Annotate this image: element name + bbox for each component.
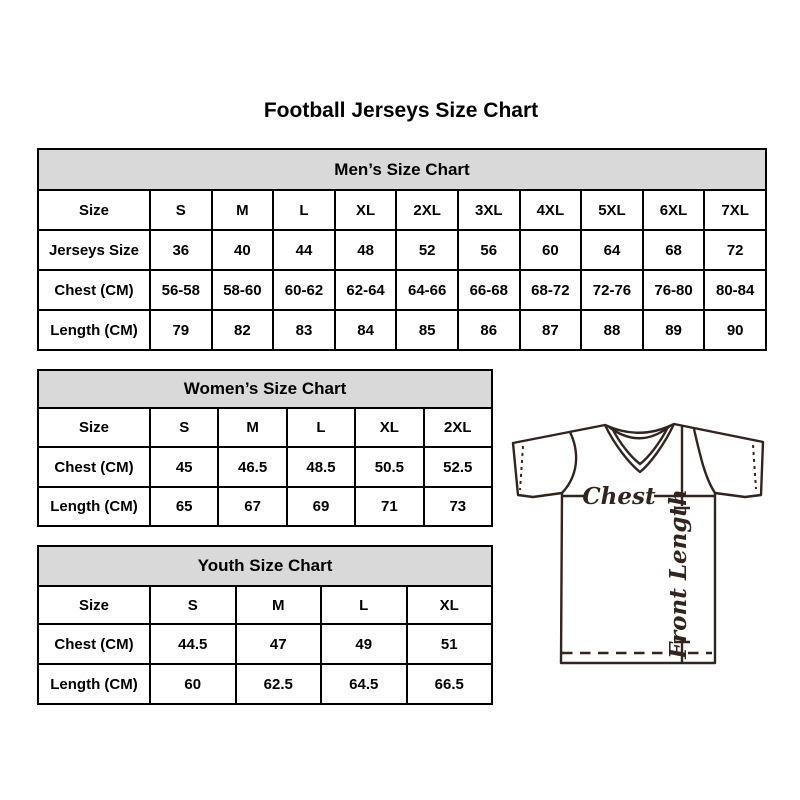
column-header: Size: [38, 408, 150, 447]
jersey-measurement-diagram: [502, 400, 780, 690]
data-cell: 68-72: [520, 270, 582, 310]
data-cell: 71: [355, 487, 423, 526]
column-header: XL: [355, 408, 423, 447]
youth-size-chart-title: Youth Size Chart: [38, 546, 492, 586]
column-header: M: [236, 586, 322, 624]
data-cell: 80-84: [704, 270, 766, 310]
row-label: Chest (CM): [38, 447, 150, 487]
data-cell: 90: [704, 310, 766, 350]
column-header: L: [273, 190, 335, 230]
data-cell: 88: [581, 310, 643, 350]
data-cell: 64-66: [396, 270, 458, 310]
column-header: S: [150, 408, 218, 447]
data-cell: 46.5: [218, 447, 286, 487]
row-label: Length (CM): [38, 487, 150, 526]
data-cell: 50.5: [355, 447, 423, 487]
data-cell: 58-60: [212, 270, 274, 310]
data-cell: 49: [321, 624, 407, 664]
data-cell: 72: [704, 230, 766, 270]
data-cell: 76-80: [643, 270, 705, 310]
data-cell: 48: [335, 230, 397, 270]
column-header: XL: [335, 190, 397, 230]
column-header: 4XL: [520, 190, 582, 230]
column-header: M: [212, 190, 274, 230]
data-cell: 87: [520, 310, 582, 350]
data-cell: 62-64: [335, 270, 397, 310]
column-header: 2XL: [424, 408, 492, 447]
column-header: 6XL: [643, 190, 705, 230]
jersey-outline-icon: [513, 424, 763, 663]
row-label: Length (CM): [38, 664, 150, 704]
data-cell: 83: [273, 310, 335, 350]
column-header: L: [321, 586, 407, 624]
data-cell: 60-62: [273, 270, 335, 310]
data-cell: 82: [212, 310, 274, 350]
column-header: Size: [38, 190, 150, 230]
column-header: 7XL: [704, 190, 766, 230]
data-cell: 69: [287, 487, 355, 526]
column-header: 5XL: [581, 190, 643, 230]
data-cell: 44.5: [150, 624, 236, 664]
data-cell: 56-58: [150, 270, 212, 310]
data-cell: 60: [520, 230, 582, 270]
youth-size-table: [37, 545, 493, 705]
column-header: M: [218, 408, 286, 447]
page-title: Football Jerseys Size Chart: [263, 99, 539, 122]
data-cell: 79: [150, 310, 212, 350]
data-cell: 73: [424, 487, 492, 526]
row-label: Chest (CM): [38, 624, 150, 664]
data-cell: 64: [581, 230, 643, 270]
data-cell: 84: [335, 310, 397, 350]
womens-size-table: [37, 369, 493, 527]
column-header: L: [287, 408, 355, 447]
data-cell: 60: [150, 664, 236, 704]
data-cell: 52.5: [424, 447, 492, 487]
row-label: Jerseys Size: [38, 230, 150, 270]
data-cell: 89: [643, 310, 705, 350]
data-cell: 51: [407, 624, 493, 664]
data-cell: 65: [150, 487, 218, 526]
data-cell: 52: [396, 230, 458, 270]
column-header: 2XL: [396, 190, 458, 230]
data-cell: 44: [273, 230, 335, 270]
data-cell: 66-68: [458, 270, 520, 310]
data-cell: 86: [458, 310, 520, 350]
column-header: XL: [407, 586, 493, 624]
column-header: 3XL: [458, 190, 520, 230]
data-cell: 66.5: [407, 664, 493, 704]
data-cell: 45: [150, 447, 218, 487]
data-cell: 47: [236, 624, 322, 664]
front-length-label: Front Length: [665, 489, 692, 659]
data-cell: 85: [396, 310, 458, 350]
data-cell: 72-76: [581, 270, 643, 310]
data-cell: 67: [218, 487, 286, 526]
row-label: Length (CM): [38, 310, 150, 350]
data-cell: 40: [212, 230, 274, 270]
data-cell: 68: [643, 230, 705, 270]
mens-size-chart-title: Men’s Size Chart: [38, 149, 766, 190]
data-cell: 62.5: [236, 664, 322, 704]
data-cell: 64.5: [321, 664, 407, 704]
data-cell: 56: [458, 230, 520, 270]
column-header: S: [150, 586, 236, 624]
mens-size-table: [37, 148, 767, 351]
womens-size-chart-title: Women’s Size Chart: [38, 370, 492, 408]
data-cell: 48.5: [287, 447, 355, 487]
row-label: Chest (CM): [38, 270, 150, 310]
chest-label: Chest: [582, 483, 656, 510]
column-header: Size: [38, 586, 150, 624]
column-header: S: [150, 190, 212, 230]
data-cell: 36: [150, 230, 212, 270]
